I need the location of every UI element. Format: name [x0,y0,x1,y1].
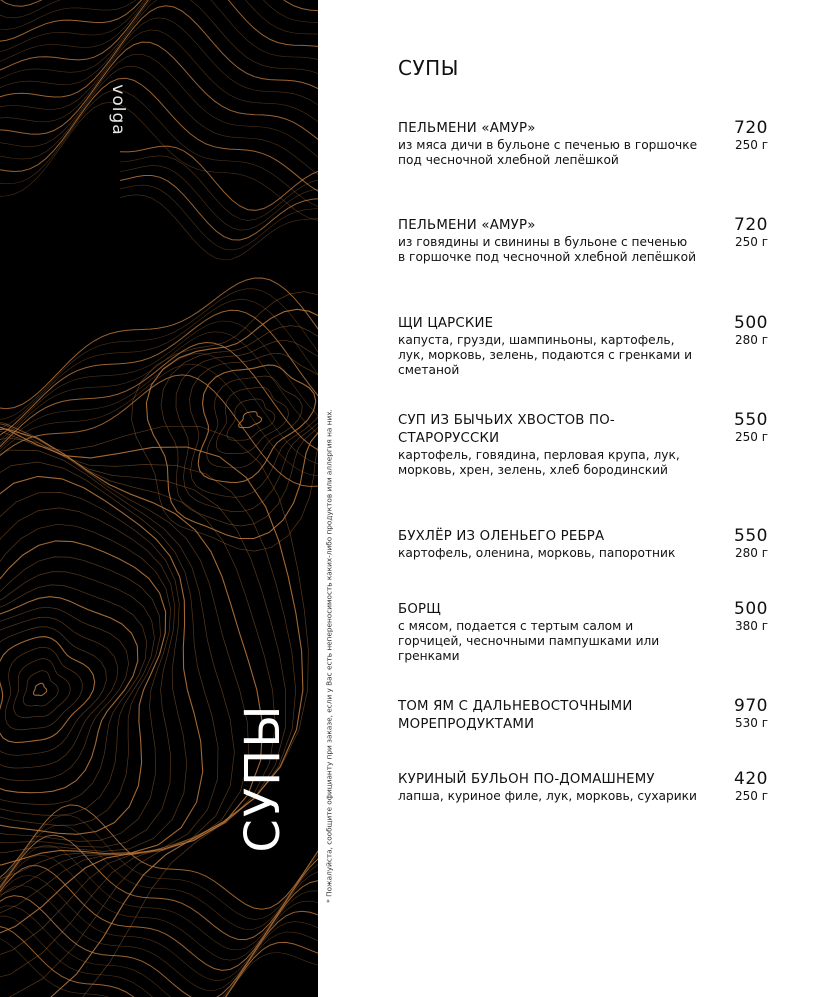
dish-name: БУХЛЁР ИЗ ОЛЕНЬЕГО РЕБРА [398,529,605,544]
dish-price: 720 [734,215,768,235]
dish-name: ПЕЛЬМЕНИ «АМУР» [398,218,536,233]
dish-price: 550 [734,526,768,546]
dish-description: из мяса дичи в бульоне с печенью в горшочке под чесночной хлебной лепёшкой [398,138,698,167]
dish-name: ПЕЛЬМЕНИ «АМУР» [398,121,536,136]
menu-item [398,120,768,168]
menu-item [398,528,768,561]
dish-weight: 250 г [734,235,768,249]
dish-description: лапша, куриное филе, лук, морковь, сухарики [398,789,697,803]
page-title: СУПЫ [398,56,459,80]
footnote-text: * Пожалуйста, сообщите официанту при заказе, если у Вас есть непереносимость каких-либо продуктов или аллергия на них. [324,409,334,903]
dish-weight: 250 г [734,789,768,803]
allergy-footnote [322,376,336,936]
side-section-title [235,695,291,860]
dish-name: ЩИ ЦАРСКИЕ [398,316,494,331]
menu-item [398,771,768,804]
dish-price: 720 [734,118,768,138]
dish-description: с мясом, подается с тертым салом и горчицей, чесночными пампушками или гренками [398,619,660,663]
dish-name: СУП ИЗ БЫЧЬИХ ХВОСТОВ ПО-СТАРОРУССКИ [398,413,615,446]
dish-price: 420 [734,769,768,789]
menu-item [398,412,768,478]
dish-price: 500 [734,599,768,619]
brand-logo [108,70,128,150]
dish-price: 550 [734,410,768,430]
dish-name: ТОМ ЯМ С ДАЛЬНЕВОСТОЧНЫМИ МОРЕПРОДУКТАМИ [398,699,633,732]
dish-description: капуста, грузди, шампиньоны, картофель, лук, морковь, зелень, подаются с гренками и сметаной [398,333,693,377]
dish-weight: 250 г [734,138,768,152]
decorative-side-panel [0,0,318,997]
dish-price: 970 [734,696,768,716]
dish-weight: 380 г [734,619,768,633]
brand-text: volga [108,84,128,136]
dish-weight: 280 г [734,333,768,347]
side-title-text: СУПЫ [235,702,291,853]
dish-name: КУРИНЫЙ БУЛЬОН ПО-ДОМАШНЕМУ [398,772,655,787]
dish-price: 500 [734,313,768,333]
dish-weight: 250 г [734,430,768,444]
menu-item [398,217,768,265]
menu-item [398,315,768,378]
dish-name: БОРЩ [398,602,441,617]
dish-weight: 280 г [734,546,768,560]
dish-description: картофель, говядина, перловая крупа, лук, морковь, хрен, зелень, хлеб бородинский [398,448,680,477]
dish-weight: 530 г [734,716,768,730]
menu-item [398,601,768,664]
menu-item [398,698,768,734]
dish-description: из говядины и свинины в бульоне с печенью в горшочке под чесночной хлебной лепёшкой [398,235,697,264]
dish-description: картофель, оленина, морковь, папоротник [398,546,676,560]
